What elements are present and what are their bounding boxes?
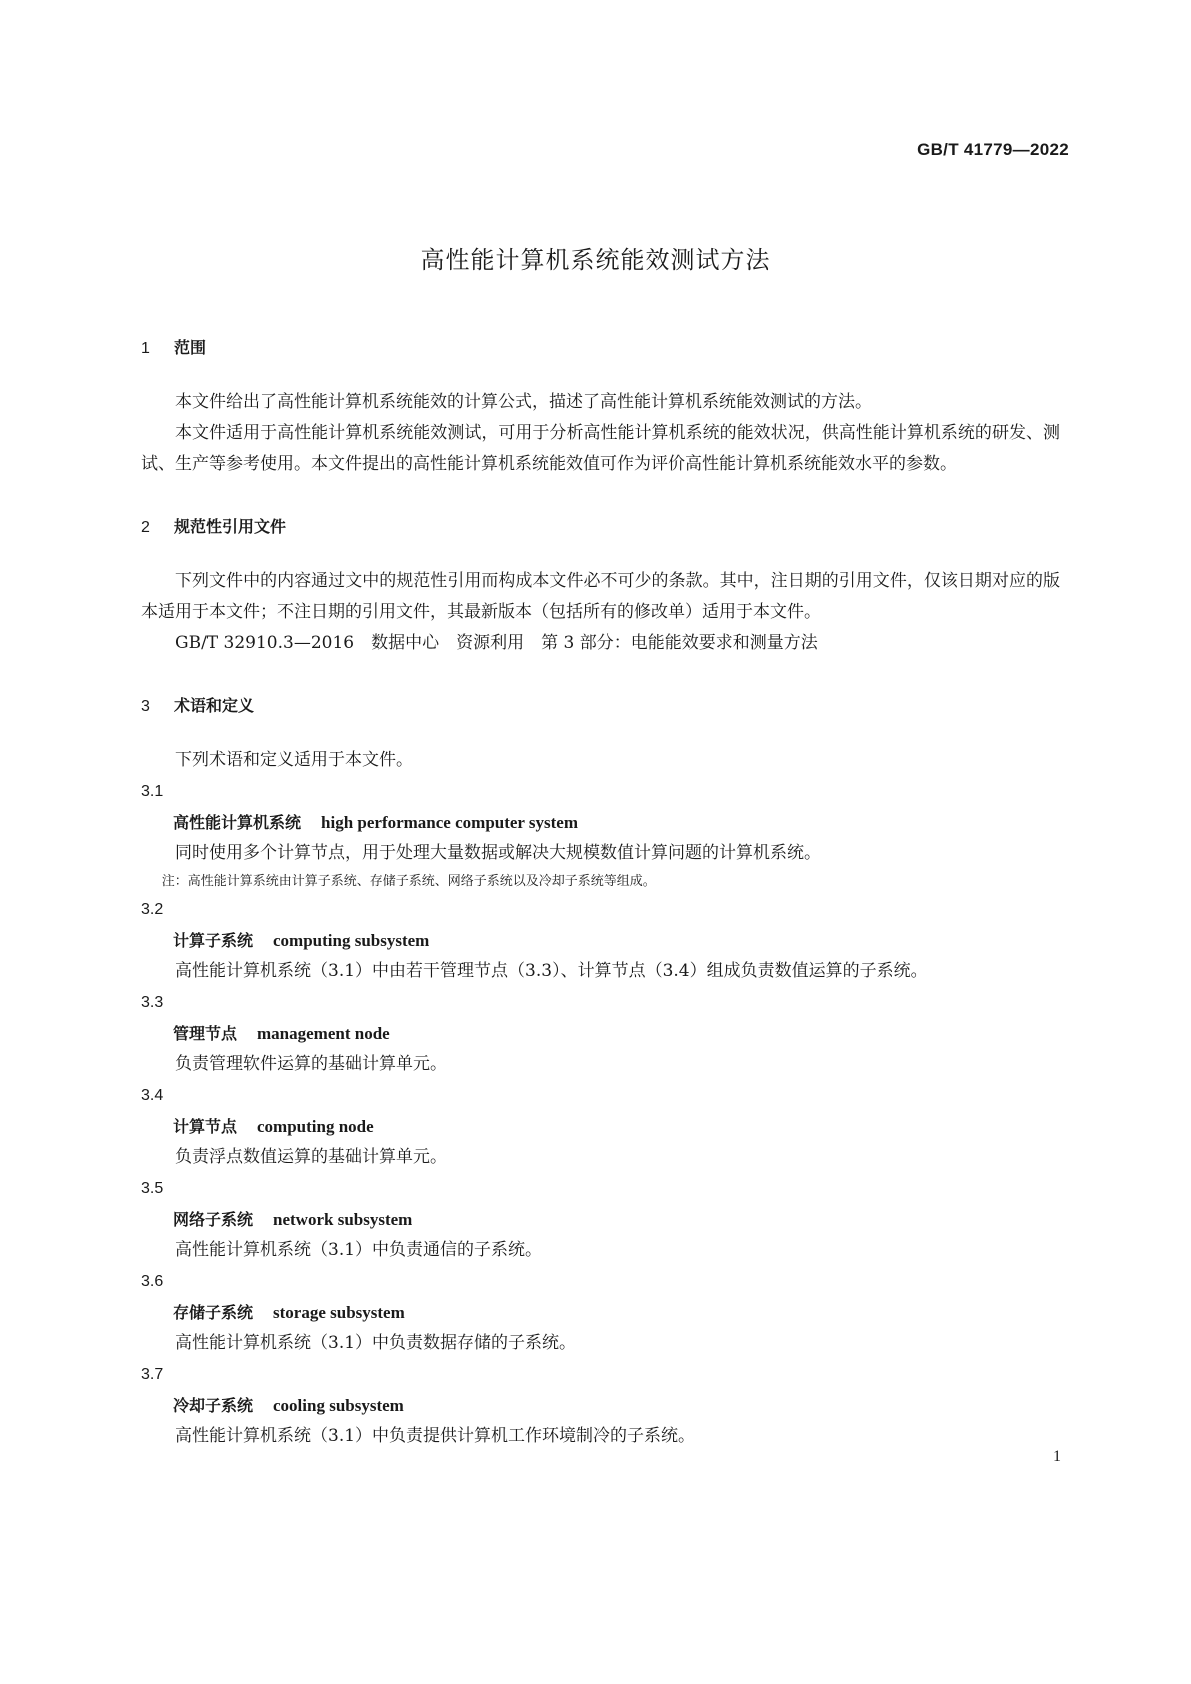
term-name (141, 925, 1060, 956)
term-number: 3.7 (141, 1366, 164, 1383)
section-number: 3 (141, 698, 150, 715)
section-title: 术语和定义 (174, 696, 255, 715)
term-name-en: computing subsystem (273, 931, 430, 950)
standard-code: GB/T 41779—2022 (917, 140, 1069, 159)
term-name (141, 807, 1060, 838)
term-number: 3.2 (141, 901, 164, 918)
term-name (141, 1111, 1060, 1142)
term-name-en: management node (257, 1024, 390, 1043)
term-name-en: network subsystem (273, 1210, 413, 1229)
term-number: 3.4 (141, 1087, 164, 1104)
term-definition: 高性能计算机系统（3.1）中负责数据存储的子系统。 (175, 1333, 577, 1353)
term-name-zh: 高性能计算机系统 (173, 813, 302, 832)
term-number: 3.5 (141, 1180, 164, 1197)
term-definition: 高性能计算机系统（3.1）中由若干管理节点（3.3）、计算节点（3.4）组成负责数值运算的子系统。 (175, 961, 928, 981)
term-name-en: cooling subsystem (273, 1396, 404, 1415)
term-definition: 负责浮点数值运算的基础计算单元。 (175, 1147, 447, 1167)
paragraph: 下列术语和定义适用于本文件。 (175, 750, 413, 770)
document-title: 高性能计算机系统能效测试方法 (420, 246, 771, 274)
section-number: 2 (141, 519, 150, 536)
term-name-en: storage subsystem (273, 1303, 405, 1322)
document-body (141, 332, 1060, 1452)
term-name-zh: 冷却子系统 (173, 1396, 254, 1415)
section-heading-1 (141, 332, 1060, 363)
section-heading-2 (141, 511, 1060, 542)
term-definition: 同时使用多个计算节点，用于处理大量数据或解决大规模数值计算问题的计算机系统。 (175, 843, 821, 863)
normative-reference: GB/T 32910.3—2016 数据中心 资源利用 第 3 部分：电能能效要求和测量方法 (175, 633, 818, 653)
paragraph: 下列文件中的内容通过文中的规范性引用而构成本文件必不可少的条款。其中，注日期的引用文件，仅该日期对应的版本适用于本文件；不注日期的引用文件，其最新版本（包括所有的修改单）适用于本文件。 (141, 571, 1060, 622)
term-note: 注：高性能计算系统由计算子系统、存储子系统、网络子系统以及冷却子系统等组成。 (161, 874, 656, 889)
term-name-zh: 计算子系统 (173, 931, 254, 950)
term-name (141, 1390, 1060, 1421)
term-name (141, 1204, 1060, 1235)
paragraph: 本文件适用于高性能计算机系统能效测试，可用于分析高性能计算机系统的能效状况，供高性能计算机系统的研发、测试、生产等参考使用。本文件提出的高性能计算机系统能效值可作为评价高性能计算机系统能效水平的参数。 (141, 423, 1060, 474)
term-definition: 高性能计算机系统（3.1）中负责提供计算机工作环境制冷的子系统。 (175, 1426, 696, 1446)
term-number: 3.1 (141, 783, 164, 800)
term-name (141, 1297, 1060, 1328)
term-number: 3.6 (141, 1273, 164, 1290)
term-definition: 负责管理软件运算的基础计算单元。 (175, 1054, 447, 1074)
page-number: 1 (1053, 1448, 1061, 1465)
paragraph: 本文件给出了高性能计算机系统能效的计算公式，描述了高性能计算机系统能效测试的方法。 (175, 392, 872, 412)
term-name-en: high performance computer system (321, 813, 579, 832)
term-name-zh: 计算节点 (173, 1117, 238, 1136)
section-number: 1 (141, 340, 150, 357)
term-name-zh: 网络子系统 (173, 1210, 254, 1229)
section-title: 范围 (174, 338, 207, 357)
section-heading-3 (141, 690, 1060, 721)
term-name-zh: 存储子系统 (173, 1303, 254, 1322)
term-name (141, 1018, 1060, 1049)
term-number: 3.3 (141, 994, 164, 1011)
section-title: 规范性引用文件 (174, 517, 287, 536)
term-definition: 高性能计算机系统（3.1）中负责通信的子系统。 (175, 1240, 543, 1260)
term-name-en: computing node (257, 1117, 374, 1136)
term-name-zh: 管理节点 (173, 1024, 238, 1043)
